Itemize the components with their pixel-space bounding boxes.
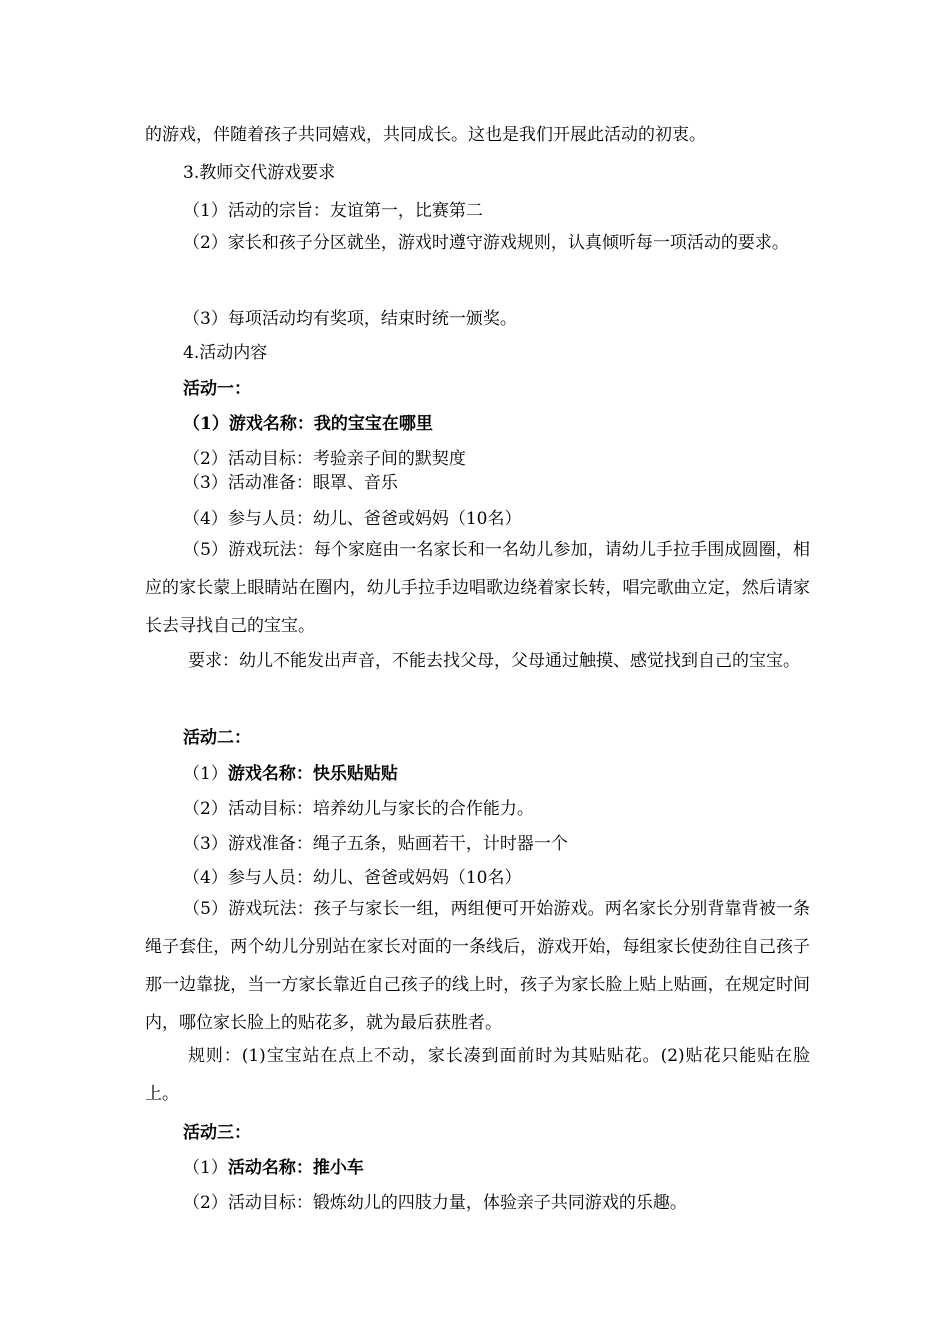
activity-three-name bbox=[145, 1153, 364, 1178]
activity-one-prep: （3）活动准备：眼罩、音乐 bbox=[183, 473, 398, 493]
activity-two-rules: 规则：(1)宝宝站在点上不动，家长凑到面前时为其贴贴花。(2)贴花只能贴在脸上。 bbox=[145, 1046, 810, 1104]
activity-one-name: （1）游戏名称：我的宝宝在哪里 bbox=[183, 414, 433, 434]
activity-two-goal: （2）活动目标：培养幼儿与家长的合作能力。 bbox=[183, 799, 534, 819]
section-heading-requirements: 3.教师交代游戏要求 bbox=[183, 163, 336, 183]
section-heading-content: 4.活动内容 bbox=[183, 343, 268, 363]
activity-two-gameplay: （5）游戏玩法：孩子与家长一组，两组便可开始游戏。两名家长分别背靠背被一条绳子套住，两个幼儿分别站在家长对面的一条线后，游戏开始，每组家长使劲往自己孩子那一边靠拢，当一方家长靠近自己孩子的线上时，孩子为家长脸上贴上贴画，在规定时间内，哪位家长脸上的贴花多，就为最后获胜者。 bbox=[145, 899, 810, 1033]
requirement-item-2: （2）家长和孩子分区就坐，游戏时遵守游戏规则，认真倾听每一项活动的要求。 bbox=[183, 233, 789, 253]
activity-three-name-title: 活动名称：推小车 bbox=[227, 1158, 364, 1178]
activity-two-participants: （4）参与人员：幼儿、爸爸或妈妈（10名） bbox=[183, 868, 522, 888]
activity-two-prep: （3）游戏准备：绳子五条，贴画若干，计时器一个 bbox=[183, 834, 568, 854]
activity-one-participants: （4）参与人员：幼儿、爸爸或妈妈（10名） bbox=[183, 509, 522, 529]
requirement-item-3: （3）每项活动均有奖项，结束时统一颁奖。 bbox=[183, 309, 517, 329]
paragraph-intro-end: 的游戏，伴随着孩子共同嬉戏，共同成长。这也是我们开展此活动的初衷。 bbox=[145, 125, 706, 145]
activity-three-heading: 活动三： bbox=[183, 1123, 251, 1143]
activity-two-name-title: 游戏名称：快乐贴贴贴 bbox=[227, 764, 398, 784]
activity-two-heading: 活动二： bbox=[183, 728, 251, 748]
activity-two-name bbox=[145, 759, 398, 784]
activity-three-name-prefix: （1） bbox=[183, 1158, 228, 1178]
activity-one-gameplay: （5）游戏玩法：每个家庭由一名家长和一名幼儿参加，请幼儿手拉手围成圆圈，相应的家长蒙上眼睛站在圈内，幼儿手拉手边唱歌边绕着家长转，唱完歌曲立定，然后请家长去寻找自己的宝宝。 bbox=[145, 540, 810, 636]
activity-one-rules: 要求：幼儿不能发出声音，不能去找父母，父母通过触摸、感觉找到自己的宝宝。 bbox=[188, 651, 800, 671]
activity-one-goal: （2）活动目标：考验亲子间的默契度 bbox=[183, 449, 466, 469]
activity-three-goal: （2）活动目标：锻炼幼儿的四肢力量，体验亲子共同游戏的乐趣。 bbox=[183, 1193, 687, 1213]
activity-one-heading: 活动一： bbox=[183, 379, 251, 399]
activity-two-name-prefix: （1） bbox=[183, 764, 228, 784]
requirement-item-1: （1）活动的宗旨：友谊第一，比赛第二 bbox=[183, 201, 483, 221]
